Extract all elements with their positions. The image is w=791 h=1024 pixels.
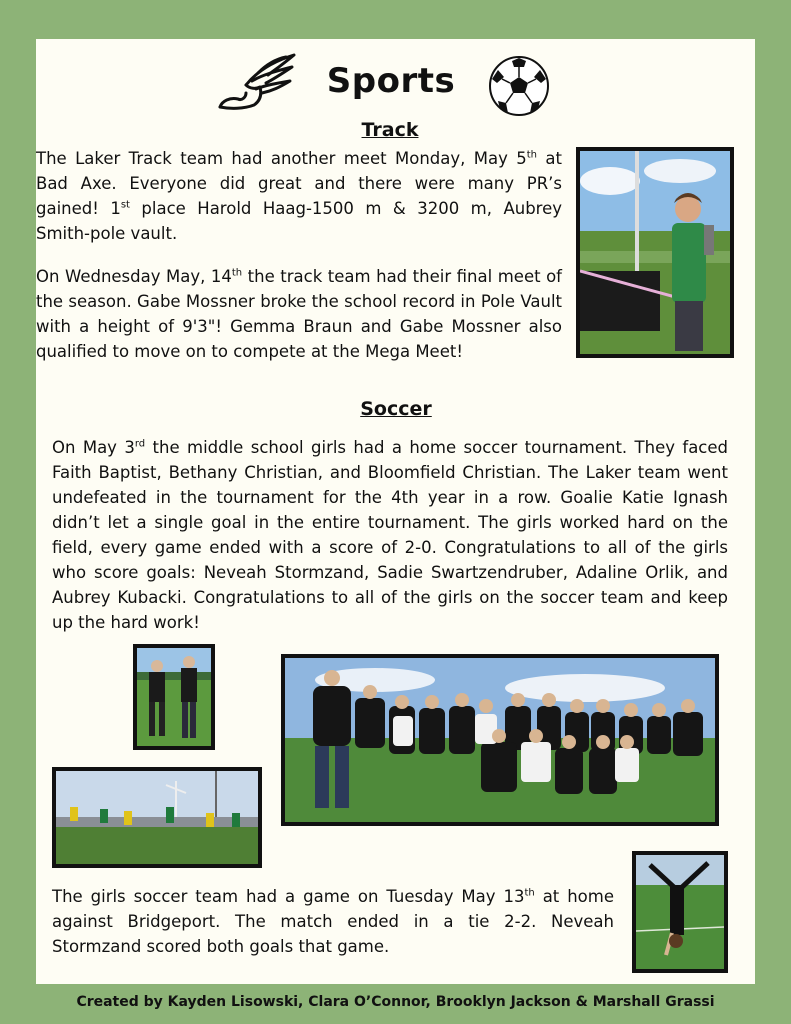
track-heading: Track (361, 119, 419, 141)
header (36, 39, 755, 119)
credits-line: Created by Kayden Lisowski, Clara O’Connor, Brooklyn Jackson & Marshall Grassi (76, 994, 715, 1010)
coaches-photo (133, 644, 215, 750)
track-paragraph-2: On Wednesday May, 14th the track team had their final meet of the season. Gabe Mossner broke the school record in Pole Vault with a height of 9'3"! Gemma Braun and Gabe Mossner also qualified to move on to compete at the Mega Meet! (36, 267, 562, 361)
soccer-paragraph-2: The girls soccer team had a game on Tuesday May 13th at home against Bridgeport. The match ended in a tie 2-2. Neveah Stormzand scored both goals that game. (52, 887, 614, 956)
cartwheel-photo (632, 851, 728, 973)
page-title: Sports (326, 61, 456, 101)
soccer-heading: Soccer (360, 398, 432, 420)
game-action-photo (52, 767, 262, 868)
winged-foot-icon (216, 51, 298, 117)
newsletter-page (36, 39, 755, 984)
soccer-paragraph-1: On May 3rd the middle school girls had a home soccer tournament. They faced Faith Baptist, Bethany Christian, and Bloomfield Christian. The Laker team went undefeated in the tournament for the 4th year in a row. Goalie Katie Ignash didn’t let a single goal in the entire tournament. The girls worked hard on the field, every game ended with a score of 2-0. Congratulations to all of the girls who score goals: Neveah Stormzand, Sadie Swartzendruber, Adaline Orlik, and Aubrey Kubacki. Congratulations to all of the girls on the soccer team and keep up the hard work! (52, 438, 728, 632)
team-photo (281, 654, 719, 826)
track-paragraph-1: The Laker Track team had another meet Monday, May 5th at Bad Axe. Everyone did great and there were many PR’s gained! 1st place Harold Haag-1500 m & 3200 m, Aubrey Smith-pole vault. (36, 149, 563, 243)
pole-vault-photo (576, 147, 734, 358)
soccer-ball-icon (488, 55, 550, 117)
